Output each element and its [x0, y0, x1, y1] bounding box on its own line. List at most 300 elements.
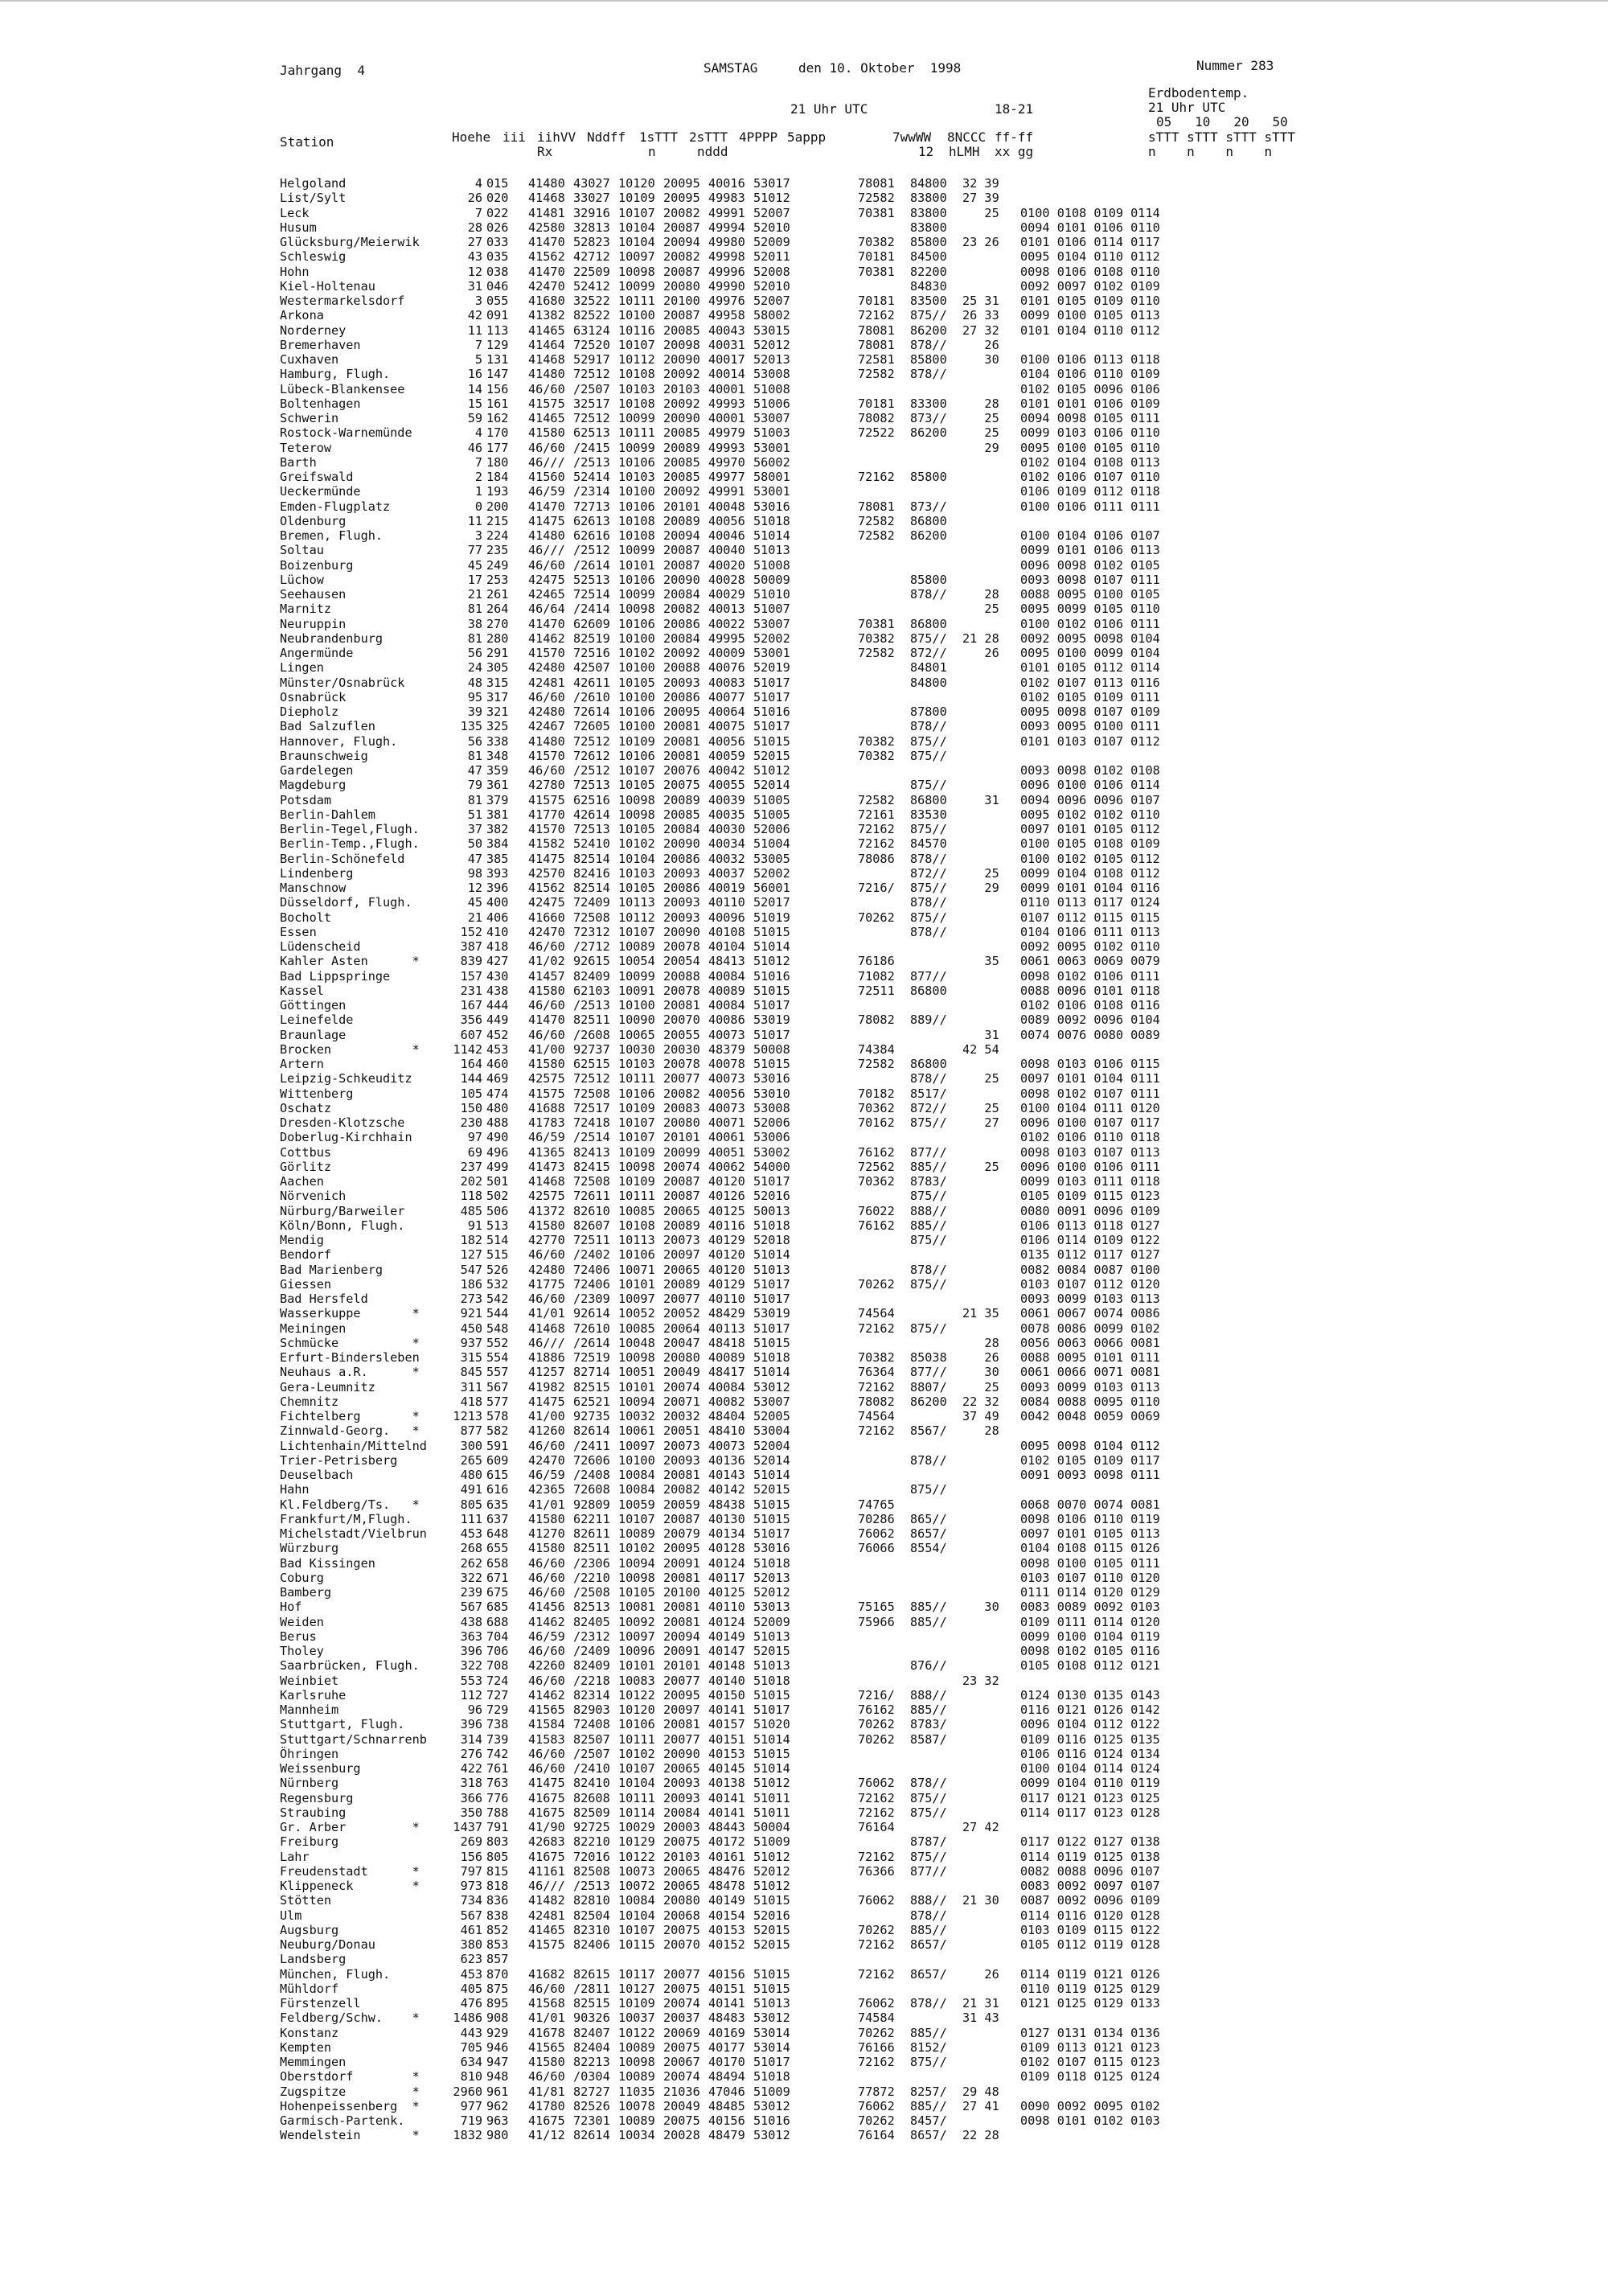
- cell-wwww: [858, 1453, 910, 1468]
- cell-hoehe: 845: [460, 1365, 482, 1380]
- cell-ffgg: 31 43: [962, 2011, 999, 2026]
- cell-iii: 020: [486, 191, 509, 206]
- cell-appp: 51018: [753, 513, 790, 528]
- cell-wwww: 76164: [858, 2128, 895, 2143]
- cell-pppp: 40076: [708, 660, 745, 676]
- cell-nccc: 83800: [910, 191, 947, 206]
- station-row: [280, 323, 1160, 338]
- cell-sttt1: 10032: [618, 1409, 655, 1423]
- cell-appp: 53001: [753, 646, 790, 660]
- cell-sttt1: 10100: [618, 660, 655, 676]
- cell-hoehe: 623: [460, 1952, 482, 1967]
- cell-nccc: 85038: [910, 1350, 947, 1365]
- cell-ffgg: [962, 1761, 1020, 1776]
- cell-ffgg: 26: [962, 1350, 999, 1365]
- cell-soil-temps: 0099 0104 0108 0112: [1020, 865, 1160, 881]
- cell-sttt2: 20074: [663, 1379, 700, 1394]
- cell-iii: 162: [486, 411, 509, 425]
- cell-sttt1: 10107: [618, 763, 655, 778]
- cell-hoehe: 322: [460, 1570, 482, 1585]
- cell-iihvv: 46/59: [528, 1130, 565, 1145]
- cell-pppp: 40149: [708, 1629, 745, 1644]
- cell-station: Bad Kissingen: [280, 1555, 375, 1571]
- cell-pppp: 48429: [708, 1306, 745, 1321]
- cell-sttt2: 20084: [663, 822, 700, 836]
- cell-pppp: 40124: [708, 1614, 745, 1629]
- cell-iii: 480: [486, 1100, 509, 1115]
- cell-nddff: 72513: [573, 822, 610, 836]
- cell-nccc: [910, 1468, 962, 1482]
- cell-sttt2: 20077: [663, 1292, 700, 1306]
- cell-station: Garmisch-Partenk.: [280, 2113, 405, 2128]
- cell-pppp: 48443: [708, 1820, 745, 1834]
- cell-wwww: [858, 1028, 910, 1042]
- cell-sttt2: 20092: [663, 484, 700, 499]
- cell-hoehe: 491: [460, 1482, 482, 1497]
- cell-pppp: 40156: [708, 2113, 745, 2128]
- cell-iii: 270: [486, 616, 509, 631]
- cell-appp: 53002: [753, 1144, 790, 1160]
- cell-hoehe: 28: [467, 220, 482, 235]
- cell-iihvv: 41688: [528, 1100, 565, 1115]
- cell-station: Neubrandenburg: [280, 630, 384, 646]
- cell-ffgg: 28: [962, 396, 999, 411]
- cell-sttt2: 20085: [663, 807, 700, 822]
- cell-sttt1: 10102: [618, 1746, 655, 1761]
- cell-sttt1: 10089: [618, 2039, 655, 2055]
- cell-hoehe: 127: [460, 1247, 482, 1263]
- cell-sttt1: 10101: [618, 1658, 655, 1674]
- cell-iihvv: 46/60: [528, 1585, 565, 1600]
- cell-pppp: 40152: [708, 1937, 745, 1952]
- cell-pppp: 40141: [708, 1996, 745, 2011]
- cell-nccc: 876//: [910, 1658, 947, 1674]
- cell-pppp: 40129: [708, 1233, 745, 1247]
- cell-station: Saarbrücken, Flugh.: [280, 1658, 420, 1674]
- cell-sttt1: 10100: [618, 308, 655, 323]
- cell-pppp: 40169: [708, 2025, 745, 2040]
- cell-appp: 51017: [753, 1276, 790, 1292]
- cell-station: Chemnitz: [280, 1394, 339, 1409]
- cell-ffgg: 26: [962, 1966, 999, 1982]
- cell-soil-temps: 0102 0105 0096 0106: [1020, 381, 1160, 396]
- cell-wwww: 70382: [858, 630, 895, 646]
- cell-nddff: /2507: [573, 381, 610, 396]
- cell-nddff: 82615: [573, 1966, 610, 1982]
- cell-iihvv: 41462: [528, 1687, 565, 1702]
- cell-pppp: 40084: [708, 968, 745, 984]
- cell-nddff: 82607: [573, 1218, 610, 1233]
- cell-sttt1: 10107: [618, 1511, 655, 1526]
- cell-soil-temps: 0109 0113 0121 0123: [1020, 2039, 1160, 2055]
- cell-nddff: /2314: [573, 484, 610, 499]
- cell-soil-temps: 0095 0102 0102 0110: [1020, 807, 1160, 822]
- cell-nccc: 875//: [910, 1849, 947, 1864]
- cell-soil-temps: 0102 0105 0109 0111: [1020, 689, 1160, 704]
- cell-sttt2: 20082: [663, 1086, 700, 1101]
- cell-sttt2: 20065: [663, 1761, 700, 1776]
- cell-sttt2: 20093: [663, 675, 700, 690]
- cell-wwww: 78082: [858, 1012, 895, 1028]
- cell-ffgg: 32 39: [962, 176, 999, 191]
- cell-hoehe: 396: [460, 1717, 482, 1732]
- cell-station: Angermünde: [280, 646, 354, 660]
- cell-ffgg: [962, 1263, 1020, 1277]
- cell-pppp: 48438: [708, 1497, 745, 1512]
- cell-pppp: 40001: [708, 411, 745, 425]
- cell-appp: 51008: [753, 557, 790, 573]
- cell-sttt1: 10100: [618, 689, 655, 704]
- cell-nddff: 82314: [573, 1687, 610, 1702]
- cell-station: Augsburg: [280, 1922, 339, 1937]
- cell-station: Essen: [280, 924, 317, 939]
- cell-nddff: /2513: [573, 1879, 610, 1893]
- cell-iihvv: 41570: [528, 822, 565, 836]
- cell-iii: 501: [486, 1174, 509, 1189]
- cell-iihvv: 46/60: [528, 2069, 565, 2084]
- cell-soil-temps: [1020, 2128, 1160, 2142]
- cell-hoehe: 56: [467, 646, 482, 660]
- cell-sttt1: 10034: [618, 2128, 655, 2143]
- cell-wwww: 72162: [858, 1790, 895, 1805]
- cell-nccc: 885//: [910, 2098, 947, 2113]
- cell-iihvv: 41675: [528, 2113, 565, 2128]
- cell-iii: 444: [486, 998, 509, 1012]
- cell-sttt1: 10091: [618, 983, 655, 998]
- cell-hoehe: 239: [460, 1585, 482, 1600]
- cell-station: Memmingen: [280, 2055, 347, 2069]
- cell-nddff: 42614: [573, 807, 610, 822]
- cell-appp: 53001: [753, 484, 790, 499]
- cell-nddff: 72611: [573, 1189, 610, 1204]
- cell-nccc: 878//: [910, 1776, 947, 1791]
- cell-ffgg: [962, 1688, 1020, 1702]
- station-row: [280, 220, 1160, 235]
- station-row: [280, 2040, 1160, 2055]
- cell-pppp: 40156: [708, 1966, 745, 1982]
- cell-iii: 129: [486, 337, 509, 352]
- col-ff: ff-ff: [995, 129, 1034, 145]
- cell-station: Artern: [280, 1057, 324, 1071]
- cell-wwww: 75966: [858, 1614, 895, 1629]
- cell-ffgg: 30: [962, 352, 999, 367]
- station-row: [280, 382, 1160, 396]
- cell-nddff: /2507: [573, 1746, 610, 1761]
- cell-nddff: 72408: [573, 1717, 610, 1732]
- date: den 10. Oktober 1998: [798, 60, 962, 76]
- cell-pppp: 40039: [708, 792, 745, 807]
- cell-appp: 52018: [753, 1233, 790, 1247]
- cell-wwww: 70382: [858, 1350, 895, 1365]
- cell-sttt2: 20094: [663, 1629, 700, 1644]
- cell-wwww: [858, 719, 910, 733]
- station-row: [280, 1674, 1160, 1688]
- cell-nccc: [910, 2069, 962, 2084]
- cell-ffgg: 37 49: [962, 1409, 999, 1423]
- cell-appp: 53013: [753, 1600, 790, 1615]
- cell-sttt1: 10106: [618, 499, 655, 514]
- cell-pppp: 40120: [708, 1247, 745, 1263]
- cell-sttt1: 10098: [618, 2055, 655, 2069]
- cell-pppp: 40145: [708, 1761, 745, 1776]
- cell-appp: 50009: [753, 572, 790, 587]
- cell-ffgg: [962, 925, 1020, 939]
- cell-sttt1: 10099: [618, 411, 655, 425]
- cell-iii: 325: [486, 719, 509, 734]
- cell-sttt1: 10108: [618, 396, 655, 411]
- cell-soil-temps: 0092 0097 0102 0109: [1020, 278, 1160, 294]
- cell-sttt1: 10101: [618, 1276, 655, 1292]
- cell-appp: 53008: [753, 1100, 790, 1115]
- cell-soil-temps: 0090 0092 0095 0102: [1020, 2098, 1160, 2113]
- cell-nccc: 878//: [910, 1262, 947, 1277]
- cell-iihvv: 41465: [528, 322, 565, 338]
- cell-iii: 449: [486, 1012, 509, 1028]
- cell-sttt2: 20088: [663, 968, 700, 984]
- cell-ffgg: 29 48: [962, 2084, 999, 2099]
- cell-appp: 51010: [753, 587, 790, 602]
- cell-nddff: 92737: [573, 1041, 610, 1057]
- cell-iii: 852: [486, 1922, 509, 1937]
- cell-appp: 51014: [753, 939, 790, 954]
- cell-soil-temps: 0100 0104 0111 0120: [1020, 1100, 1160, 1115]
- cell-appp: 51017: [753, 2055, 790, 2069]
- cell-appp: 56001: [753, 881, 790, 895]
- cell-iihvv: 41465: [528, 411, 565, 425]
- cell-sttt2: 20052: [663, 1306, 700, 1321]
- cell-ffgg: [962, 1585, 1020, 1600]
- cell-pppp: 48417: [708, 1365, 745, 1380]
- cell-iii: 724: [486, 1673, 509, 1688]
- cell-iihvv: 41462: [528, 630, 565, 646]
- cell-appp: 51015: [753, 1497, 790, 1512]
- cell-hoehe: 453: [460, 1526, 482, 1541]
- cell-ffgg: [962, 1805, 1020, 1820]
- cell-nddff: 32517: [573, 396, 610, 411]
- cell-wwww: 72522: [858, 425, 895, 441]
- cell-soil-temps: 0093 0095 0100 0111: [1020, 719, 1160, 734]
- cell-nccc: 83530: [910, 807, 947, 822]
- cell-ffgg: [962, 1512, 1020, 1526]
- cell-hoehe: 315: [460, 1350, 482, 1365]
- cell-sttt1: 10103: [618, 470, 655, 484]
- cell-station: Berlin-Tegel,Flugh.: [280, 822, 420, 836]
- cell-nddff: 82415: [573, 1159, 610, 1174]
- cell-nccc: 875//: [910, 1321, 947, 1336]
- cell-appp: 52009: [753, 1614, 790, 1629]
- cell-nccc: 875//: [910, 1482, 947, 1497]
- cell-wwww: 70362: [858, 1174, 895, 1189]
- cell-ffgg: [962, 1189, 1020, 1203]
- cell-hoehe: 7: [474, 337, 482, 352]
- cell-sttt2: 20101: [663, 1130, 700, 1145]
- cell-appp: 51017: [753, 1526, 790, 1541]
- cell-sttt2: 20093: [663, 895, 700, 910]
- cell-pppp: 40142: [708, 1482, 745, 1497]
- cell-station: Konstanz: [280, 2025, 339, 2040]
- cell-pppp: 40086: [708, 1012, 745, 1028]
- cell-pppp: 40172: [708, 1834, 745, 1850]
- cell-iihvv: 41/01: [528, 1306, 565, 1321]
- cell-ffgg: 23 32: [962, 1673, 999, 1688]
- cell-sttt2: 20071: [663, 1394, 700, 1409]
- cell-nccc: [910, 1879, 962, 1893]
- cell-iii: 853: [486, 1937, 509, 1952]
- cell-iihvv: 41468: [528, 191, 565, 206]
- cell-sttt2: 20075: [663, 2039, 700, 2055]
- cell-nccc: 8257/: [910, 2084, 947, 2099]
- cell-appp: 51019: [753, 910, 790, 925]
- cell-appp: 52014: [753, 778, 790, 793]
- cell-sttt2: 20054: [663, 954, 700, 969]
- cell-nccc: 87800: [910, 704, 947, 719]
- cell-wwww: 72511: [858, 983, 895, 998]
- cell-pppp: 40126: [708, 1189, 745, 1204]
- cell-soil-temps: 0101 0104 0110 0112: [1020, 322, 1160, 338]
- cell-iihvv: 46/60: [528, 1981, 565, 1996]
- cell-iii: 418: [486, 939, 509, 954]
- cell-nddff: 72713: [573, 499, 610, 514]
- cell-soil-temps: 0093 0099 0103 0113: [1020, 1379, 1160, 1394]
- cell-wwww: 72162: [858, 1966, 895, 1982]
- cell-iii: 582: [486, 1423, 509, 1439]
- cell-nccc: [910, 484, 962, 499]
- cell-iihvv: 41680: [528, 294, 565, 308]
- cell-station: Bamberg: [280, 1585, 332, 1600]
- station-row: [280, 1658, 1160, 1673]
- cell-nddff: 62521: [573, 1394, 610, 1409]
- cell-nddff: /2508: [573, 1585, 610, 1600]
- station-row: [280, 1028, 1160, 1042]
- cell-hoehe: 7: [474, 454, 482, 470]
- cell-wwww: [858, 704, 910, 719]
- station-row: [280, 2128, 1160, 2142]
- cell-nddff: 72418: [573, 1115, 610, 1130]
- cell-sttt2: 20095: [663, 176, 700, 191]
- cell-wwww: 72582: [858, 513, 895, 528]
- cell-nccc: 877//: [910, 968, 947, 984]
- cell-appp: 51012: [753, 954, 790, 969]
- cell-nddff: 82714: [573, 1365, 610, 1380]
- cell-soil-temps: [1020, 1952, 1160, 1966]
- cell-sttt1: 10092: [618, 1614, 655, 1629]
- cell-wwww: [858, 220, 910, 235]
- cell-sttt1: 10084: [618, 1468, 655, 1482]
- cell-station: Lichtenhain/Mittelnd: [280, 1438, 427, 1453]
- cell-station: Öhringen: [280, 1746, 339, 1761]
- cell-soil-temps: 0100 0102 0106 0111: [1020, 616, 1160, 631]
- cell-nddff: 43027: [573, 176, 610, 191]
- cell-pppp: 40138: [708, 1776, 745, 1791]
- cell-hoehe: 81: [467, 602, 482, 617]
- cell-iii: 280: [486, 630, 509, 646]
- cell-sttt2: 20075: [663, 1981, 700, 1996]
- station-row: [280, 1130, 1160, 1144]
- cell-wwww: 70181: [858, 294, 895, 308]
- cell-pppp: 40084: [708, 1379, 745, 1394]
- cell-wwww: 76066: [858, 1541, 895, 1556]
- cell-soil-temps: 0095 0100 0105 0110: [1020, 440, 1160, 455]
- cell-wwww: 72162: [858, 836, 895, 852]
- cell-station: Freudenstadt *: [280, 1863, 420, 1879]
- cell-station: Lüdenscheid: [280, 939, 361, 954]
- cell-nddff: 82515: [573, 1996, 610, 2011]
- cell-iii: 393: [486, 865, 509, 881]
- col-8nccc-sub: hLMH: [949, 144, 980, 159]
- cell-pppp: 49991: [708, 205, 745, 220]
- cell-nddff: 82514: [573, 851, 610, 866]
- cell-iii: 658: [486, 1555, 509, 1571]
- cell-sttt2: 20089: [663, 1276, 700, 1292]
- cell-wwww: [858, 441, 910, 455]
- cell-iii: 499: [486, 1159, 509, 1174]
- cell-ffgg: [962, 1526, 1020, 1541]
- station-row: [280, 1982, 1160, 1996]
- cell-iihvv: 46/60: [528, 1292, 565, 1306]
- cell-iihvv: 41462: [528, 1614, 565, 1629]
- cell-pppp: 49976: [708, 294, 745, 308]
- cell-sttt1: 10107: [618, 1922, 655, 1937]
- cell-sttt2: 20097: [663, 1247, 700, 1263]
- cell-nddff: /2402: [573, 1247, 610, 1263]
- cell-hoehe: 24: [467, 660, 482, 676]
- soil-utc: 21 Uhr UTC: [1148, 100, 1226, 115]
- station-row: [280, 617, 1160, 631]
- station-row: [280, 704, 1160, 719]
- cell-sttt1: 10106: [618, 1717, 655, 1732]
- cell-sttt2: 20076: [663, 763, 700, 778]
- cell-pppp: 40014: [708, 367, 745, 382]
- cell-iihvv: 41/02: [528, 954, 565, 969]
- cell-station: Berlin-Dahlem: [280, 807, 375, 822]
- station-row: [280, 1292, 1160, 1306]
- cell-nccc: 878//: [910, 337, 947, 352]
- cell-nccc: 875//: [910, 630, 947, 646]
- cell-iii: 317: [486, 689, 509, 704]
- cell-station: Stötten: [280, 1893, 332, 1908]
- cell-soil-temps: 0099 0101 0106 0113: [1020, 543, 1160, 558]
- cell-iii: 460: [486, 1057, 509, 1071]
- cell-pppp: 40061: [708, 1130, 745, 1145]
- cell-sttt1: 10078: [618, 2098, 655, 2113]
- cell-appp: 51017: [753, 1321, 790, 1336]
- cell-pppp: 48410: [708, 1423, 745, 1439]
- cell-nccc: 875//: [910, 1233, 947, 1247]
- cell-wwww: [858, 690, 910, 704]
- cell-pppp: 40064: [708, 704, 745, 719]
- station-row: [280, 734, 1160, 749]
- cell-appp: 51005: [753, 792, 790, 807]
- cell-hoehe: 156: [460, 1849, 482, 1864]
- cell-ffgg: [962, 1292, 1020, 1306]
- cell-hoehe: 1437: [453, 1820, 482, 1834]
- cell-iihvv: 41580: [528, 1057, 565, 1071]
- station-row: [280, 1247, 1160, 1262]
- station-row: [280, 1423, 1160, 1438]
- station-row: [280, 352, 1160, 367]
- cell-appp: 52009: [753, 235, 790, 249]
- cell-sttt2: 20094: [663, 528, 700, 543]
- cell-hoehe: 314: [460, 1731, 482, 1747]
- cell-station: Nürnberg: [280, 1776, 339, 1791]
- cell-nccc: 8787/: [910, 1834, 947, 1850]
- cell-appp: 51017: [753, 998, 790, 1012]
- cell-station: Bad Lippspringe: [280, 968, 391, 984]
- cell-sttt2: 20093: [663, 1452, 700, 1468]
- cell-sttt2: 20084: [663, 1805, 700, 1820]
- cell-wwww: 70286: [858, 1511, 895, 1526]
- cell-iii: 648: [486, 1526, 509, 1541]
